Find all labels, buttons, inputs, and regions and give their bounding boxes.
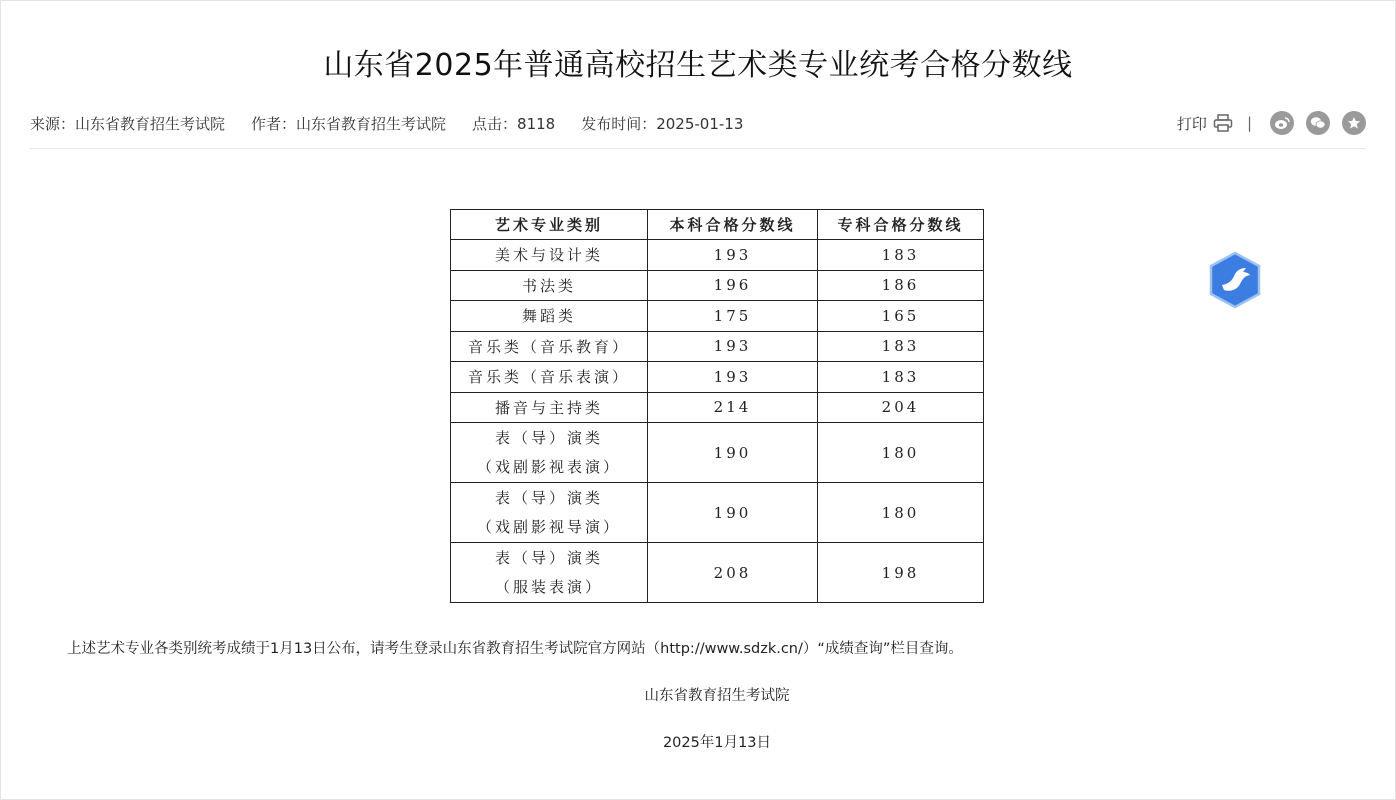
row-category — [451, 483, 648, 543]
print-button[interactable] — [1177, 113, 1233, 134]
row-junior-score: 180 — [818, 423, 984, 483]
table-row — [451, 301, 984, 332]
print-icon — [1213, 114, 1233, 132]
row-junior-score: 183 — [818, 362, 984, 393]
table-row — [451, 392, 984, 423]
header-undergrad: 本科合格分数线 — [648, 210, 818, 240]
row-category — [451, 423, 648, 483]
footer-organization: 山东省教育招生考试院 — [644, 688, 790, 704]
row-undergrad-score: 193 — [648, 240, 818, 271]
header-divider — [30, 148, 1366, 149]
row-junior-score: 183 — [818, 240, 984, 271]
score-table — [450, 209, 984, 603]
row-category-line: 表（导）演类 — [494, 428, 603, 447]
row-undergrad-score: 193 — [648, 331, 818, 362]
row-category-line: （服装表演） — [494, 577, 603, 596]
wechat-icon[interactable] — [1306, 111, 1330, 135]
row-category-line: （戏剧影视导演） — [476, 517, 621, 536]
row-category: 美术与设计类 — [451, 240, 648, 271]
meta-clicks: 点击：8118 — [472, 115, 556, 133]
row-category: 舞蹈类 — [451, 301, 648, 332]
row-category: 书法类 — [451, 270, 648, 301]
meta-source: 来源：山东省教育招生考试院 — [30, 115, 226, 133]
meta-date: 发布时间：2025-01-13 — [581, 115, 744, 133]
row-junior-score: 198 — [818, 543, 984, 603]
table-row — [451, 423, 984, 483]
favorite-icon[interactable] — [1342, 111, 1366, 135]
article-title: 山东省2025年普通高校招生艺术类专业统考合格分数线 — [323, 48, 1073, 83]
row-category: 播音与主持类 — [451, 392, 648, 423]
table-header-row — [451, 210, 984, 240]
weibo-icon[interactable] — [1270, 111, 1294, 135]
row-undergrad-score: 196 — [648, 270, 818, 301]
row-junior-score: 183 — [818, 331, 984, 362]
table-row — [451, 483, 984, 543]
row-category — [451, 543, 648, 603]
table-row — [451, 362, 984, 393]
row-undergrad-score: 190 — [648, 423, 818, 483]
row-category-line: 表（导）演类 — [494, 548, 603, 567]
article-meta — [30, 113, 743, 134]
row-junior-score: 204 — [818, 392, 984, 423]
row-junior-score: 186 — [818, 270, 984, 301]
row-category: 音乐类（音乐表演） — [451, 362, 648, 393]
table-row — [451, 331, 984, 362]
floating-bird-badge-icon[interactable] — [1208, 251, 1262, 309]
row-undergrad-score: 214 — [648, 392, 818, 423]
row-undergrad-score: 193 — [648, 362, 818, 393]
meta-author: 作者：山东省教育招生考试院 — [251, 115, 447, 133]
article-tools — [1177, 111, 1366, 135]
table-row — [451, 543, 984, 603]
footer-date: 2025年1月13日 — [662, 735, 772, 751]
row-undergrad-score: 208 — [648, 543, 818, 603]
table-row — [451, 270, 984, 301]
tools-separator: | — [1246, 114, 1252, 132]
row-undergrad-score: 190 — [648, 483, 818, 543]
row-category: 音乐类（音乐教育） — [451, 331, 648, 362]
header-junior: 专科合格分数线 — [818, 210, 984, 240]
print-label: 打印 — [1176, 114, 1207, 133]
score-notice: 上述艺术专业各类别统考成绩于1月13日公布，请考生登录山东省教育招生考试院官方网站（http://www.sdzk.cn/）“成绩查询”栏目查询。 — [67, 641, 963, 657]
row-category-line: （戏剧影视表演） — [476, 457, 621, 476]
row-undergrad-score: 175 — [648, 301, 818, 332]
table-row — [451, 240, 984, 271]
row-junior-score: 180 — [818, 483, 984, 543]
header-category: 艺术专业类别 — [451, 210, 648, 240]
row-junior-score: 165 — [818, 301, 984, 332]
row-category-line: 表（导）演类 — [494, 488, 603, 507]
